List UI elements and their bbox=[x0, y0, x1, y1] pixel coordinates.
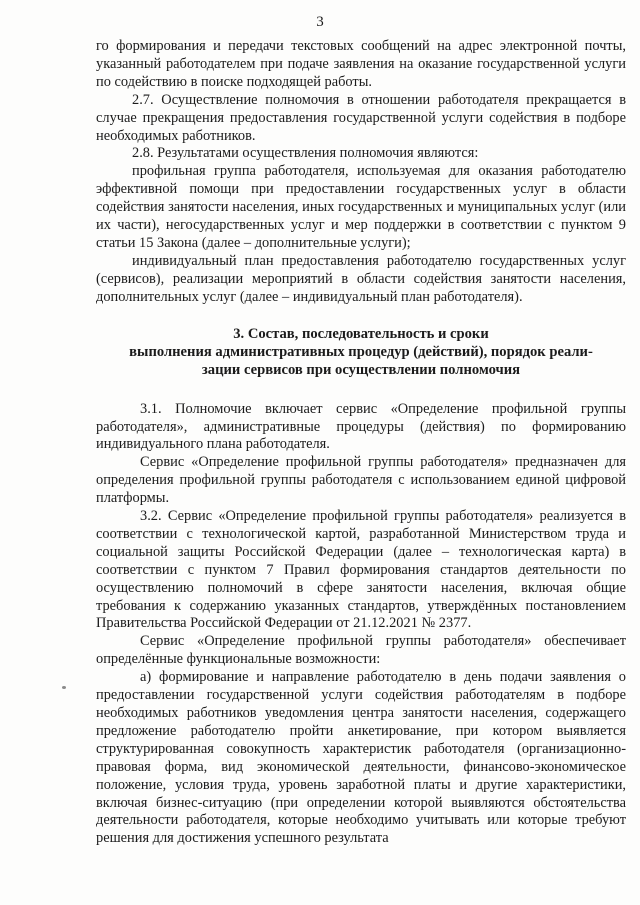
paragraph-individual-plan-result: индивидуальный план предоставления работодателю государственных услуг (сервисов), реализации мероприятий в области содействия занятости населения, дополнительных услуг (далее – индивидуальный план работодателя). bbox=[96, 252, 626, 305]
paragraph-3-1: 3.1. Полномочие включает сервис «Определение профильной группы работодателя», административные процедуры (действия) по формированию индивидуального плана работодателя. bbox=[96, 400, 626, 453]
paragraph-service-capabilities: Сервис «Определение профильной группы работодателя» обеспечивает определённые функциональные возможности: bbox=[96, 633, 626, 668]
section-3-heading-line-3: зации сервисов при осуществлении полномочия bbox=[201, 361, 521, 378]
paragraph-3-2: 3.2. Сервис «Определение профильной группы работодателя» реализуется в соответствии с технологической картой, разработанной Министерством труда и социальной защиты Российской Федерации (далее – технологическая карта) в соответствии с пунктом 7 Правил формирования стандартов деятельности по осуществлению полномочий в сфере занятости населения, включая общие требования к содержанию указанных стандартов, утверждённых постановлением Правительства Российской Федерации от 21.12.2021 № 2377. bbox=[96, 508, 626, 632]
paragraph-2-8: 2.8. Результатами осуществления полномочия являются: bbox=[132, 145, 479, 162]
scan-margin-mark bbox=[62, 686, 66, 689]
paragraph-2-7: 2.7. Осуществление полномочия в отношении работодателя прекращается в случае прекращения предоставления государственной услуги содействия в подборе необходимых работников. bbox=[96, 91, 626, 144]
section-3-heading-line-1: 3. Состав, последовательность и сроки bbox=[233, 325, 489, 342]
paragraph-continuation: го формирования и передачи текстовых сообщений на адрес электронной почты, указанный работодателем при подаче заявления на оказание государственной услуги по содействию в поиске подходящей работы. bbox=[96, 38, 626, 90]
page-number: 3 bbox=[316, 14, 324, 30]
section-3-heading-line-2: выполнения административных процедур (действий), порядок реали- bbox=[129, 343, 593, 360]
document-body bbox=[96, 38, 626, 848]
paragraph-item-a: а) формирование и направление работодателю в день подачи заявления о предоставлении государственной услуги содействия работодателям в подборе необходимых работников уведомления центра занятости населения, содержащего предложение работодателю пройти анкетирование, при котором выявляется структурированная совокупность характеристик работодателя (организационно-правовая форма, вид экономической деятельности, финансово-экономическое положение, условия труда, уровень заработной платы и другие характеристики, включая бизнес-ситуацию (при определении которой выявляются обстоятельства деятельности работодателя, которые необходимо учитывать или которые требуют решения для достижения успешного результата bbox=[96, 669, 626, 847]
paragraph-profile-group-result: профильная группа работодателя, используемая для оказания работодателю эффективной помощи при предоставлении государственных услуг в области содействия занятости населения, иных государственных и муниципальных услуг (или их части), негосударственных услуг и мер поддержки в соответствии с пунктом 9 статьи 15 Закона (далее – дополнительные услуги); bbox=[96, 163, 626, 251]
section-3-heading bbox=[96, 325, 626, 379]
paragraph-service-purpose: Сервис «Определение профильной группы работодателя» предназначен для определения профильной группы работодателя с использованием единой цифровой платформы. bbox=[96, 454, 626, 507]
